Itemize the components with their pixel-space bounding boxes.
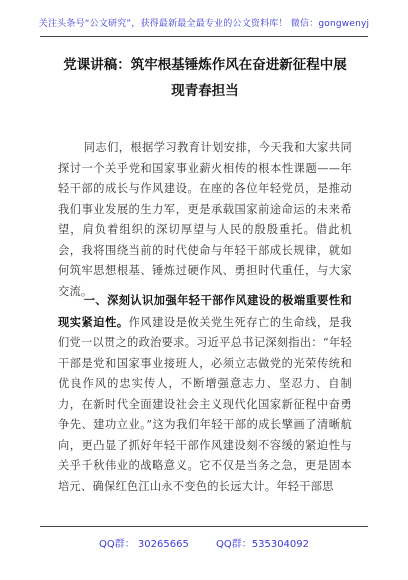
- header-divider: [40, 36, 368, 37]
- footer: [0, 535, 408, 550]
- section-heading: 一、深刻认识加强年轻干部作风建设的极端重要性和现实紧迫性。: [58, 293, 352, 329]
- paragraph-section-1: [58, 290, 352, 497]
- paragraph-intro: 同志们，根据学习教育计划安排，今天我和大家共同探讨一个关乎党和国家事业薪火相传的根本性课题——年轻干部的成长与作风建设。在座的各位年轻党员，是推动我们事业发展的生力军，更是承载国家前途命运的未来希望，肩负着组织的深切厚望与人民的殷殷重托。借此机会，我将围绕当前的时代使命与年轻干部成长规律，就如何筑牢思想根基、锤炼过硬作风、勇担时代重任，与大家交流。: [58, 141, 352, 298]
- section-body: 作风建设是攸关党生死存亡的生命线，是我们党一以贯之的政治要求。习近平总书记深刻指出：“年轻干部是党和国家事业接班人，必须立志做党的光荣传统和优良作风的忠实传人，不断增强意志力、坚忍力、自制力，在新时代全面建设社会主义现代化国家新征程中奋勇争先、建功立业。”这为我们年轻干部的成长擘画了清晰航向，更凸显了抓好年轻干部作风建设刻不容缓的紧迫性与关乎千秋伟业的战略意义。它不仅是当务之急，更是固本培元、确保红色江山永不变色的长远大计。年轻干部思: [58, 315, 352, 493]
- header-note: 关注头条号“公文研究”，获得最新最全最专业的公文资料库！ 微信：gongwenyj: [38, 19, 370, 29]
- document-title: 党课讲稿：筑牢根基锤炼作风在奋进新征程中展现青春担当: [63, 57, 347, 99]
- footer-divider: [40, 526, 368, 527]
- footer-qq-group-1: QQ群： 30265665: [98, 539, 189, 550]
- footer-qq-group-2: QQ群：535304092: [216, 539, 310, 550]
